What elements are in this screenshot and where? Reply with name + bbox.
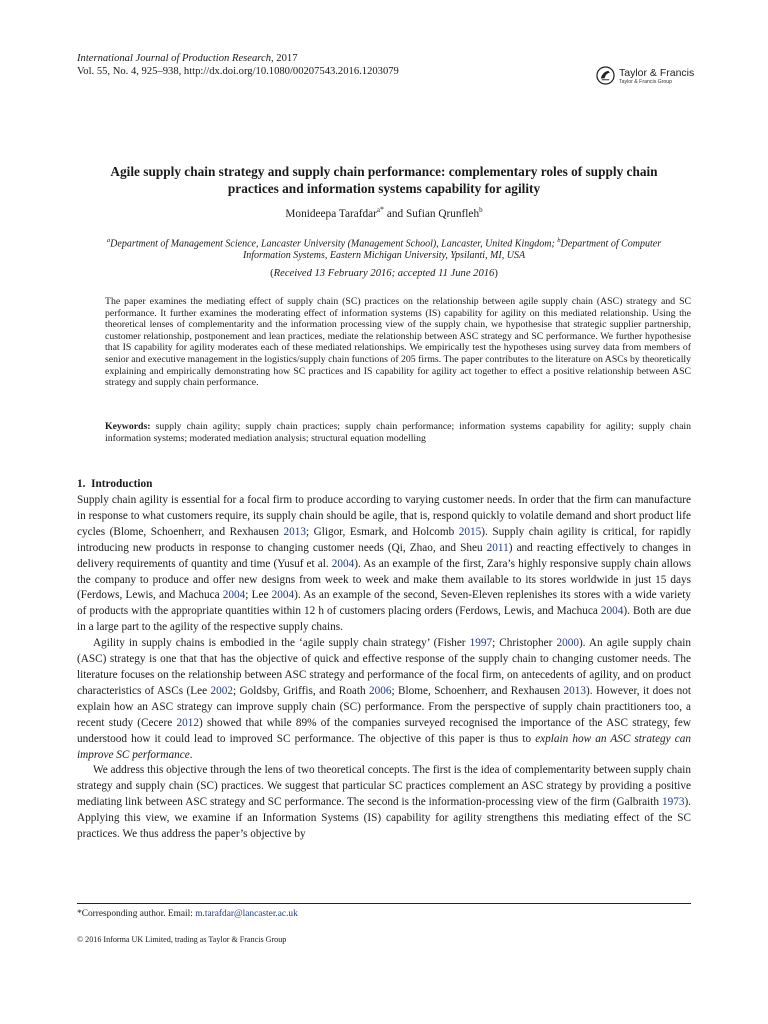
citation-link[interactable]: 2011 xyxy=(486,541,509,554)
author-name: Sufian Qrunfleh xyxy=(406,207,480,220)
text-run: ; Lee xyxy=(245,589,272,602)
citation-link[interactable]: 2000 xyxy=(556,637,579,650)
author-line xyxy=(77,205,691,220)
citation-link[interactable]: 2006 xyxy=(368,684,392,697)
citation-link[interactable]: 1973 xyxy=(661,796,685,809)
volume-doi-line[interactable]: Vol. 55, No. 4, 925–938, http://dx.doi.org/10.1080/00207543.2016.1203079 xyxy=(77,66,399,77)
text-run: ) showed that while 89% of the companies surveyed recognised the importance of the ASC strategy, few understood how it could lead to improved SC performance. The objective of this paper is thus to xyxy=(77,716,692,745)
text-run: ). Supply chain agility is critical, for rapidly introducing new products in response to changing customer needs (Qi, Zhao, and Sheu xyxy=(77,525,691,554)
text-run: ). Applying this view, we examine if an Information Systems (IS) capability for agility strengthens this mediating effect of the SC practices. We thus address the paper’s objective by xyxy=(77,796,691,841)
text-run: ; Blome, Schoenherr, and Rexhausen xyxy=(391,684,564,697)
publisher-logo xyxy=(596,66,706,90)
abstract: The paper examines the mediating effect of supply chain (SC) practices on the relationship between agile supply chain (ASC) strategy and SC performance. It further examines the moderating effect of information systems (IS) capability for agility on this mediated relationship. Using the theoretical lenses of complementarity and the information processing view of the supply chain, we hypothesise that strategic supplier partnership, customer relationship, postponement and lean practices, mediate the relationship between ASC strategy and SC performance. We further hypothesise that IS capability for agility moderates each of these mediated relationships. We empirically test the hypotheses using survey data from members of senior and executive management in the logistics/supply chain functions of 205 firms. The paper contributes to the literature on ASCs by theoretically explaining and empirically demonstrating how SC practices and IS capability for agility act together to effect a positive relationship between ASC strategy and supply chain performance. xyxy=(105,296,691,389)
citation-link[interactable]: 2004 xyxy=(271,589,295,602)
journal-header xyxy=(77,52,399,78)
affiliation-marker: a xyxy=(376,206,381,214)
affiliation-b: Department of Computer Information Systems, Eastern Michigan University, Ypsilanti, MI, USA xyxy=(242,238,662,262)
citation-link[interactable]: 2004 xyxy=(222,589,246,602)
received-text: Received 13 February 2016; accepted 11 June 2016 xyxy=(273,268,495,279)
author-name: Monideepa Tarafdar xyxy=(285,207,377,220)
article-title: Agile supply chain strategy and supply chain performance: complementary roles of supply chain practices and information systems capability for agility xyxy=(110,164,658,196)
citation-link[interactable]: 2013 xyxy=(283,525,306,538)
text-run: ; Christopher xyxy=(492,637,557,650)
received-dates xyxy=(77,268,691,279)
emphasis-text: explain how an ASC strategy can improve SC performance xyxy=(77,732,692,761)
text-run: ). However, it does not explain how an ASC strategy can improve supply chain (SC) performance. From the perspective of supply chain practitioners too, a recent study (Cecere xyxy=(77,684,691,729)
affiliations xyxy=(84,235,684,262)
footnote-label: *Corresponding author. Email: xyxy=(77,909,196,919)
publisher-logo-icon xyxy=(596,66,615,85)
text-run: Supply chain agility is essential for a focal firm to produce according to varying customer needs. In order that the firm can manufacture in response to what customers require, its supply chain should be agile, that is, respond quickly to volatile demand and short product life cycles (Blome, Schoenherr, and Rexhausen xyxy=(77,494,691,538)
paragraph xyxy=(77,636,691,763)
received-paren: ( xyxy=(270,268,274,279)
citation-link[interactable]: 2012 xyxy=(176,716,199,729)
corresponding-marker[interactable]: * xyxy=(380,205,385,214)
received-paren: ) xyxy=(494,268,498,279)
keywords-label: Keywords: xyxy=(105,421,151,432)
publisher-name: Taylor & Francis xyxy=(619,67,695,79)
corresponding-footnote xyxy=(77,909,298,919)
citation-link[interactable]: 2015 xyxy=(458,525,482,538)
citation-link[interactable]: 2002 xyxy=(210,684,233,697)
text-run: We address this objective through the lens of two theoretical concepts. The first is the idea of complementarity between supply chain strategy and supply chain (SC) practices. We suggest that particular SC practices complement an ASC strategy by providing a positive mediating link between ASC strategy and SC performance. The second is the information-processing view of the firm (Galbraith xyxy=(77,764,691,809)
affiliation-marker: b xyxy=(557,237,561,244)
publisher-group: Taylor & Francis Group xyxy=(619,79,673,85)
email-link[interactable]: m.tarafdar@lancaster.ac.uk xyxy=(195,909,298,919)
text-run: . xyxy=(189,748,193,761)
journal-name: International Journal of Production Research xyxy=(77,53,271,64)
text-run: Agility in supply chains is embodied in the ‘agile supply chain strategy’ (Fisher xyxy=(93,637,470,650)
copyright-notice: © 2016 Informa UK Limited, trading as Taylor & Francis Group xyxy=(77,935,287,944)
journal-year: , 2017 xyxy=(271,53,298,64)
text-run: ; Gligor, Esmark, and Holcomb xyxy=(305,525,459,538)
section-heading: 1. Introduction xyxy=(77,478,153,490)
text-run: ). As an example of the first, Zara’s highly responsive supply chain allows the company to produce and offer new designs from week to week and make them available to its stores worldwide in just 15 days (Ferdows, Lewis, and Machuca xyxy=(77,557,691,602)
text-run: ). Both are due in a large part to the agility of the respective supply chains. xyxy=(77,605,692,634)
text-run: ) and reacting effectively to changes in delivery requirements of quantity and time (Yusuf et al. xyxy=(77,541,691,570)
text-run: ). An agile supply chain (ASC) strategy is one that that has the objective of quick and effective response of the supply chain to changing customer needs. The literature focuses on the relationship between ASC strategy and performance of the focal firm, on antecedents of agility, and on product characteristics of ASCs (Lee xyxy=(77,637,692,697)
body-text xyxy=(77,493,691,843)
affiliation-marker: a xyxy=(106,237,111,244)
paragraph xyxy=(77,763,691,843)
author-conjunction: and xyxy=(384,207,406,220)
text-run: ). As an example of the second, Seven-Eleven replenishes its stores with a wide variety of products with the appropriate quantities within 12 h of customers placing orders (Ferdows, Lewis, and Machuca xyxy=(77,589,691,618)
citation-link[interactable]: 2004 xyxy=(600,605,624,618)
citation-link[interactable]: 2013 xyxy=(563,684,587,697)
keywords-list: supply chain agility; supply chain practices; supply chain performance; information systems capability for agility; supply chain information systems; moderated mediation analysis; structural equation modelling xyxy=(105,421,691,444)
paragraph xyxy=(77,493,691,636)
text-run: ; Goldsby, Griffis, and Roath xyxy=(233,684,369,697)
citation-link[interactable]: 2004 xyxy=(331,557,355,570)
journal-citation-line xyxy=(77,52,399,65)
citation-link[interactable]: 1997 xyxy=(469,637,493,650)
keywords xyxy=(105,421,691,444)
affiliation-a: Department of Management Science, Lancaster University (Management School), Lancaster, United Kingdom; xyxy=(110,238,558,250)
footnote-divider xyxy=(77,903,691,904)
affiliation-marker: b xyxy=(479,206,483,214)
